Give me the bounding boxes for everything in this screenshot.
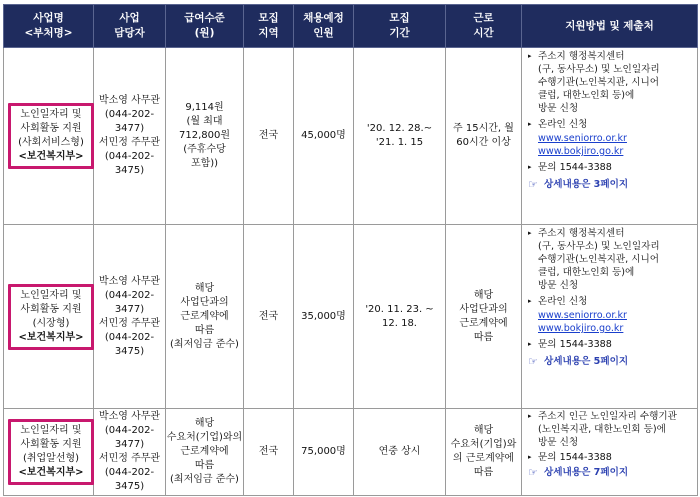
contact-cell: 박소영 사무관 (044-202-3477) 서민정 주무관 (044-202-3475) — [94, 48, 166, 225]
header-period: 모집 기간 — [354, 5, 446, 48]
triangle-bullet-icon: ▸ — [528, 163, 532, 171]
triangle-bullet-icon: ▸ — [528, 229, 532, 237]
hours-cell: 해당 사업단과의 근로계약에 따름 — [446, 225, 522, 409]
list-item: ▸ 온라인 신청 — [528, 119, 588, 130]
program-name-cell — [4, 48, 94, 225]
list-item: ▸ 문의 1544-3388 — [528, 162, 612, 173]
list-item: ▸ 온라인 신청 — [528, 296, 588, 307]
header-pay: 급여수준 (원) — [166, 5, 244, 48]
detail-page-note: ☞ 상세내용은 3페이지 — [528, 178, 629, 191]
count-cell: 75,000명 — [294, 409, 354, 496]
contact-cell: 박소영 사무관 (044-202-3477) 서민정 주무관 (044-202-3475) — [94, 409, 166, 496]
pay-cell: 해당 수요처(기업)와의 근로계약에 따름 (최저임금 준수) — [166, 409, 244, 496]
triangle-bullet-icon: ▸ — [528, 52, 532, 60]
count-cell: 35,000명 — [294, 225, 354, 409]
header-region: 모집 지역 — [244, 5, 294, 48]
method-cell — [522, 409, 698, 496]
seniorro-link[interactable]: www.seniorro.or.kr — [538, 310, 627, 321]
hours-cell: 주 15시간, 월 60시간 이상 — [446, 48, 522, 225]
header-method: 지원방법 및 제출처 — [522, 5, 698, 48]
pointing-hand-icon: ☞ — [528, 466, 538, 479]
list-item: ▸ 주소지 인근 노인일자리 수행기관 (노인복지관, 대한노인회 등)에 방문 신청 — [528, 411, 677, 448]
triangle-bullet-icon: ▸ — [528, 297, 532, 305]
list-item: ▸ 문의 1544-3388 — [528, 339, 612, 350]
header-name: 사업명 <부처명> — [4, 5, 94, 48]
list-item: ▸ 주소지 행정복지센터 (구, 동사무소) 및 노인일자리 수행기관(노인복지관, 시니어 클럽, 대한노인회 등)에 방문 신청 — [528, 51, 660, 114]
seniorro-link[interactable]: www.seniorro.or.kr — [538, 133, 627, 144]
pay-cell: 9,114원 (월 최대 712,800원 (주휴수당 포함)) — [166, 48, 244, 225]
program-name-highlight: 노인일자리 및 사회활동 지원 (시장형) <보건복지부> — [8, 284, 94, 350]
bokjiro-link[interactable]: www.bokjiro.go.kr — [538, 146, 624, 157]
detail-page-note: ☞ 상세내용은 5페이지 — [528, 355, 629, 368]
region-cell: 전국 — [244, 48, 294, 225]
bokjiro-link[interactable]: www.bokjiro.go.kr — [538, 323, 624, 334]
table-row — [4, 48, 698, 225]
detail-page-note: ☞ 상세내용은 7페이지 — [528, 466, 629, 479]
list-item: ▸ 문의 1544-3388 — [528, 452, 612, 463]
header-contact: 사업 담당자 — [94, 5, 166, 48]
pointing-hand-icon: ☞ — [528, 178, 538, 191]
period-cell: 연중 상시 — [354, 409, 446, 496]
region-cell: 전국 — [244, 409, 294, 496]
program-name-highlight: 노인일자리 및 사회활동 지원 (취업알선형) <보건복지부> — [8, 419, 94, 485]
header-row — [4, 5, 698, 48]
table-row — [4, 225, 698, 409]
hours-cell: 해당 수요처(기업)와 의 근로계약에 따름 — [446, 409, 522, 496]
list-item: ▸ 주소지 행정복지센터 (구, 동사무소) 및 노인일자리 수행기관(노인복지관, 시니어 클럽, 대한노인회 등)에 방문 신청 — [528, 228, 660, 291]
triangle-bullet-icon: ▸ — [528, 120, 532, 128]
contact-cell: 박소영 사무관 (044-202-3477) 서민정 주무관 (044-202-3475) — [94, 225, 166, 409]
method-cell — [522, 225, 698, 409]
pay-cell: 해당 사업단과의 근로계약에 따름 (최저임금 준수) — [166, 225, 244, 409]
count-cell: 45,000명 — [294, 48, 354, 225]
program-name-cell — [4, 225, 94, 409]
header-count: 채용예정 인원 — [294, 5, 354, 48]
triangle-bullet-icon: ▸ — [528, 340, 532, 348]
period-cell: '20. 12. 28.~ '21. 1. 15 — [354, 48, 446, 225]
job-program-table — [3, 4, 698, 496]
period-cell: '20. 11. 23. ~ 12. 18. — [354, 225, 446, 409]
header-hours: 근로 시간 — [446, 5, 522, 48]
pointing-hand-icon: ☞ — [528, 355, 538, 368]
table-row — [4, 409, 698, 496]
triangle-bullet-icon: ▸ — [528, 453, 532, 461]
method-cell — [522, 48, 698, 225]
region-cell: 전국 — [244, 225, 294, 409]
program-name-highlight: 노인일자리 및 사회활동 지원 (사회서비스형) <보건복지부> — [8, 103, 94, 169]
program-name-cell — [4, 409, 94, 496]
triangle-bullet-icon: ▸ — [528, 412, 532, 420]
